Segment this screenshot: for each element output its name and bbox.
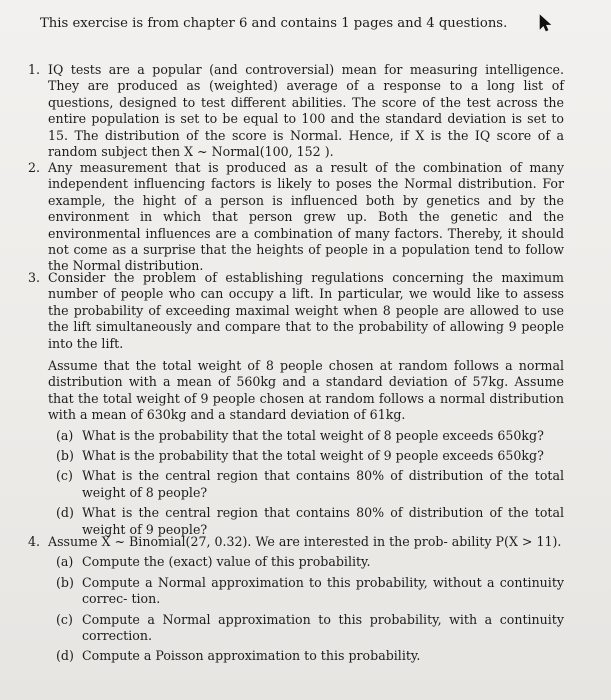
subquestion-label: (a) (56, 427, 74, 443)
subquestion-label: (b) (56, 448, 74, 464)
question-3 (28, 270, 564, 538)
subquestion-label: (c) (56, 468, 73, 484)
subquestion-text: What is the probability that the total weight of 9 people exceeds 650kg? (82, 448, 544, 464)
subquestion-text: Compute a Normal approximation to this probability, with a continuity correction. (82, 611, 564, 644)
subquestion-label: (a) (56, 554, 74, 570)
question-text-continued: Assume that the total weight of 8 people chosen at random follows a normal distribution with a mean of 560kg and a standard deviation of 57kg. Assume that the total weight of 9 people chosen at random follows a normal distribution with a mean of 630kg and a standard deviation of 61kg. (48, 358, 564, 423)
question-4 (28, 534, 564, 665)
subquestion-b (48, 575, 564, 608)
subquestion-a (48, 554, 564, 570)
subquestion-d (48, 648, 564, 664)
subquestion-label: (d) (56, 648, 74, 664)
question-text: Any measurement that is produced as a result of the combination of many independent influencing factors is likely to poses the Normal distribution. For example, the hight of a person is influenced both by genetics and by the environment in which that person grew up. Both the genetic and the environmental influences are a combination of many factors. Thereby, it should not come as a surprise that the heights of people in a population tend to follow the Normal distribution. (48, 160, 564, 274)
subquestion-label: (d) (56, 505, 74, 521)
subquestion-label: (b) (56, 574, 74, 590)
question-1 (28, 62, 564, 160)
question-2 (28, 160, 564, 275)
subquestion-text: Compute a Poisson approximation to this probability. (82, 648, 421, 664)
subquestion-text: What is the central region that contains 80% of distribution of the total weight of 8 people? (82, 468, 564, 500)
subquestion-text: Compute a Normal approximation to this probability, without a continuity correc- tion. (82, 574, 564, 607)
question-number: 3. (28, 270, 41, 285)
subquestion-c (48, 612, 564, 645)
arrow-cursor-icon (538, 14, 552, 32)
subquestion-b (48, 448, 564, 464)
page-header: This exercise is from chapter 6 and contains 1 pages and 4 questions. (40, 16, 508, 31)
question-text: Consider the problem of establishing regulations concerning the maximum number of people who can occupy a lift. In particular, we would like to assess the probability of exceeding maximal weight when 8 people are allowed to use the lift simultaneously and compare that to the probability of allowing 9 people into the lift. (48, 270, 564, 351)
question-text: Assume X ~ Binomial(27, 0.32). We are interested in the prob- ability P(X > 11). (48, 534, 562, 549)
question-text: IQ tests are a popular (and controversial) mean for measuring intelligence. They are produced as (weighted) average of a response to a long list of questions, designed to test different abilities. The score of the test across the entire population is set to be equal to 100 and the standard deviation is set to 15. The distribution of the score is Normal. Hence, if X is the IQ score of a random subject then X ~ Normal(100, 152 ). (48, 62, 564, 160)
subquestion-text: What is the central region that contains 80% of distribution of the total weight of 9 people? (82, 505, 564, 537)
subquestion-text: Compute the (exact) value of this probability. (82, 554, 371, 570)
question-number: 4. (28, 534, 41, 549)
question-number: 2. (28, 160, 41, 175)
subquestion-text: What is the probability that the total weight of 8 people exceeds 650kg? (82, 427, 544, 443)
subquestion-label: (c) (56, 611, 73, 627)
subquestion-c (48, 468, 564, 501)
question-number: 1. (28, 62, 41, 77)
subquestion-a (48, 428, 564, 444)
